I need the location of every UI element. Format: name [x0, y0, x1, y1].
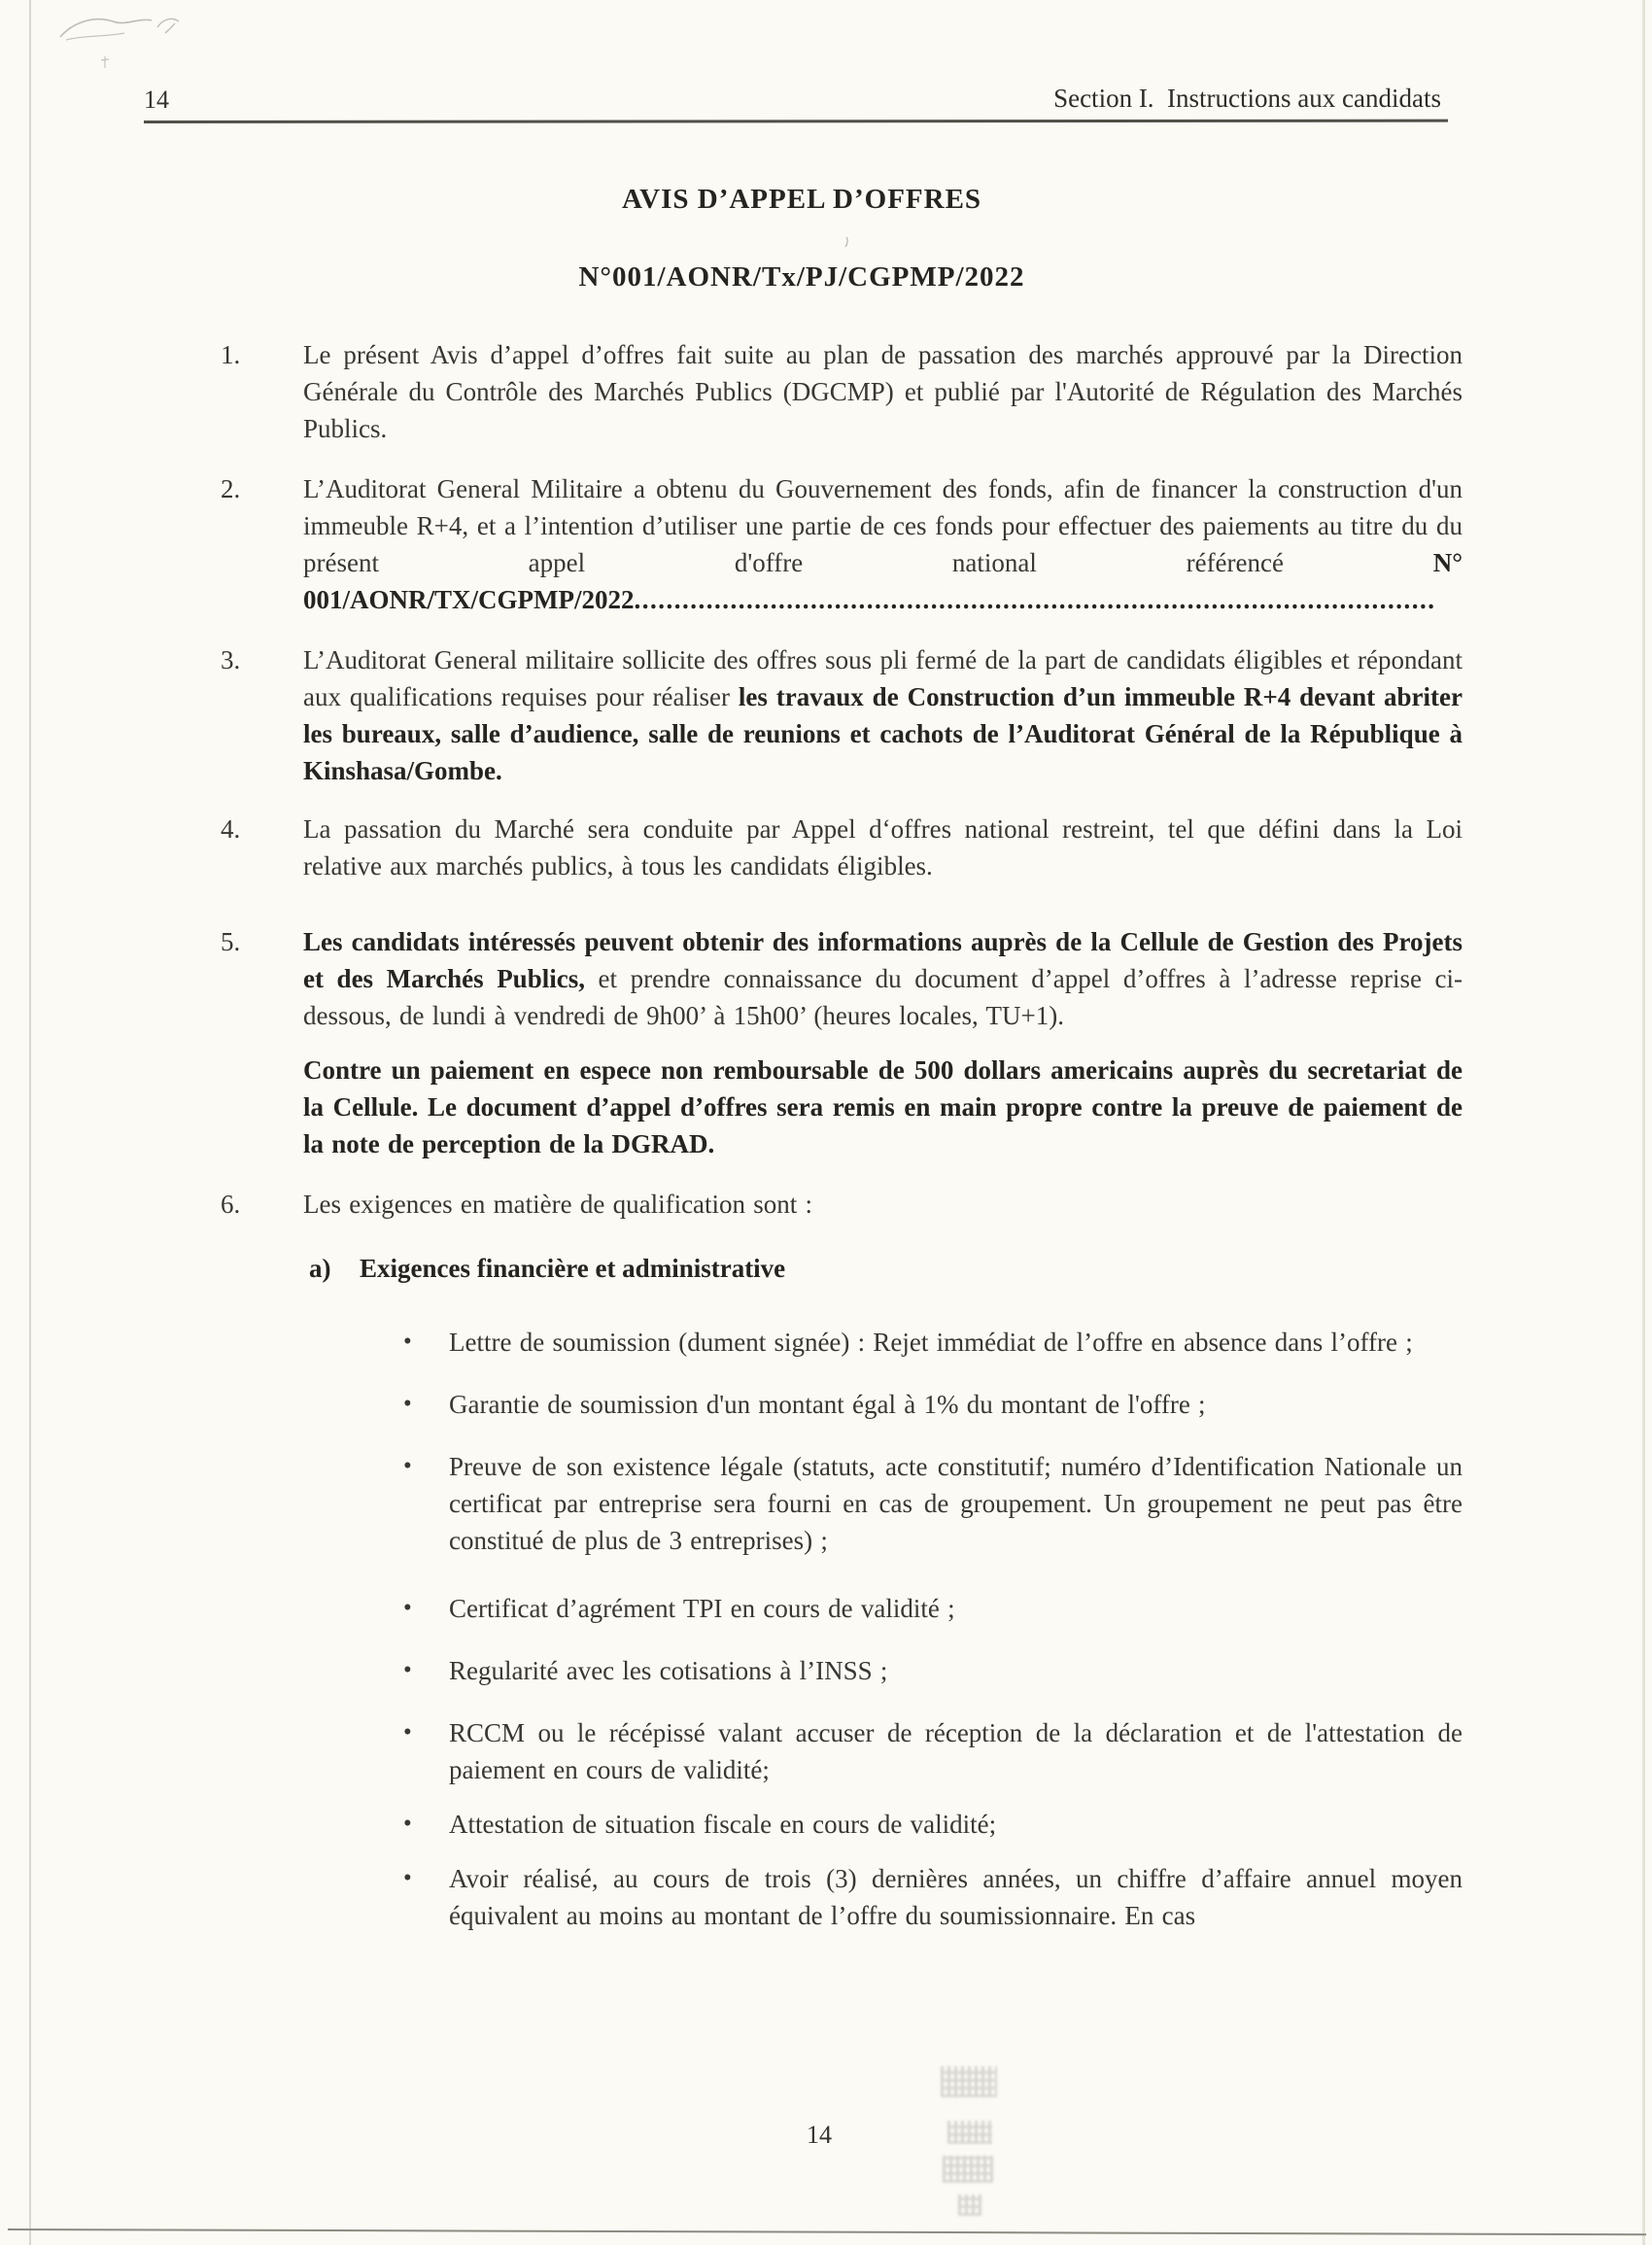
header-rule	[144, 120, 1448, 123]
paragraph-4-text: La passation du Marché sera conduite par Appel d‘offres national restreint, tel que défini dans la Loi relative aux marchés publics, à tous les candidats éligibles.	[303, 814, 1463, 881]
paragraph-5-text: et prendre connaissance du document d’appel d’offres à l’adresse reprise ci-dessous, de lundi à vendredi de 9h00’ à 15h00’ (heures locales, TU+1).	[303, 964, 1463, 1030]
ink-bleed-mark	[943, 2156, 993, 2183]
subheading-a	[309, 1250, 1463, 1287]
ink-bleed-mark	[958, 2194, 981, 2216]
paragraph-6-text: Les exigences en matière de qualification sont :	[303, 1190, 813, 1219]
list-item-text: RCCM ou le récépissé valant accuser de réception de la déclaration et de l'attestation de paiement en cours de validité;	[449, 1718, 1463, 1784]
paragraph-6	[221, 1186, 1463, 1223]
list-item-text: Regularité avec les cotisations à l’INSS ;	[449, 1656, 888, 1685]
paragraph-3-number: 3.	[221, 645, 241, 674]
paragraph-5-number: 5.	[221, 927, 241, 956]
paragraph-payment-text: Contre un paiement en espece non remboursable de 500 dollars americains auprès du secretariat de la Cellule. Le document d’appel d’offres sera remis en main propre contre la preuve de paiement de la note de perception de la DGRAD.	[303, 1055, 1463, 1158]
list-item-text: Garantie de soumission d'un montant égal à 1% du montant de l'offre ;	[449, 1390, 1206, 1419]
paragraph-payment	[303, 1052, 1463, 1162]
document-body	[0, 183, 1652, 1934]
bullet-icon: •	[403, 1329, 412, 1355]
paragraph-2-dotted-leader: ....................................................................................................	[634, 585, 1436, 614]
bullet-icon: •	[403, 1811, 412, 1837]
doc-subtitle: N°001/AONR/Tx/PJ/CGPMP/2022	[578, 261, 1025, 293]
list-item	[403, 1652, 1463, 1689]
list-item	[403, 1386, 1463, 1423]
list-item-text: Preuve de son existence légale (statuts, acte constitutif; numéro d’Identification Nationale un certificat par entreprise sera fourni en cas de groupement. Un groupement ne peut pas être constitué de plus de 3 entreprises) ;	[449, 1452, 1463, 1555]
footer-page-number: 14	[807, 2121, 832, 2149]
list-item	[403, 1860, 1463, 1934]
list-item-text: Lettre de soumission (dument signée) : Rejet immédiat de l’offre en absence dans l’offre ;	[449, 1328, 1413, 1357]
page-bottom-edge-line	[8, 2228, 1646, 2235]
list-item-text: Attestation de situation fiscale en cours de validité;	[449, 1810, 997, 1839]
bullet-icon: •	[403, 1865, 412, 1891]
list-item	[403, 1324, 1463, 1361]
paragraph-3	[221, 641, 1463, 789]
pen-mark	[97, 54, 113, 72]
requirements-list	[0, 1324, 1652, 1934]
paragraph-2-reference-bold: N° 001/AONR/TX/CGPMP/2022	[303, 548, 1463, 614]
ink-bleed-mark	[947, 2121, 992, 2144]
header-page-number: 14	[144, 86, 169, 114]
list-item-text: Certificat d’agrément TPI en cours de validité ;	[449, 1594, 955, 1623]
list-item-text: Avoir réalisé, au cours de trois (3) dernières années, un chiffre d’affaire annuel moyen équivalent au moins au montant de l’offre du soumissionnaire. En cas	[449, 1864, 1463, 1930]
list-item	[403, 1806, 1463, 1843]
paragraph-5-cellule-bold: Les candidats intéressés peuvent obtenir des informations auprès de la Cellule de Gestion des Projets et des Marchés Publics,	[303, 927, 1463, 993]
paragraph-4-number: 4.	[221, 814, 241, 844]
paragraph-2-text: L’Auditorat General Militaire a obtenu du Gouvernement des fonds, afin de financer la construction d'un immeuble R+4, et a l’intention d’utiliser une partie de ces fonds pour effectuer des paiements au titre du du présent appel d'offre national référencé	[303, 474, 1463, 577]
list-item	[403, 1590, 1463, 1627]
paragraph-5	[221, 923, 1463, 1034]
paragraph-6-number: 6.	[221, 1190, 241, 1219]
bullet-icon: •	[403, 1657, 412, 1683]
list-item	[403, 1448, 1463, 1559]
bullet-icon: •	[403, 1595, 412, 1621]
pen-scribble-small	[155, 12, 185, 37]
ink-bleed-mark	[941, 2066, 997, 2097]
paragraph-3-works-bold: les travaux de Construction d’un immeuble R+4 devant abriter les bureaux, salle d’audience, salle de reunions et cachots de l’Auditorat Général de la République à Kinshasa/Gombe.	[303, 682, 1463, 785]
paragraph-1-number: 1.	[221, 340, 241, 369]
bullet-icon: •	[403, 1719, 412, 1745]
bullet-icon: •	[403, 1391, 412, 1417]
subheading-a-marker: a)	[309, 1254, 331, 1283]
paragraph-2	[221, 470, 1463, 618]
subheading-a-text: Exigences financière et administrative	[360, 1254, 786, 1283]
paragraph-2-number: 2.	[221, 474, 241, 503]
header-section-title: Section I. Instructions aux candidats	[1053, 84, 1441, 113]
bullet-icon: •	[403, 1453, 412, 1479]
paragraph-1-text: Le présent Avis d’appel d’offres fait suite au plan de passation des marchés approuvé par la Direction Générale du Contrôle des Marchés Publics (DGCMP) et publié par l'Autorité de Régulation des Marchés Publics.	[303, 340, 1463, 443]
paragraph-1	[221, 336, 1463, 447]
doc-title: AVIS D’APPEL D’OFFRES	[621, 184, 982, 215]
list-item	[403, 1714, 1463, 1788]
paragraph-4	[221, 811, 1463, 884]
paragraph-3-text: L’Auditorat General militaire sollicite des offres sous pli fermé de la part de candidats éligibles et répondant aux qualifications requises pour réaliser	[303, 645, 1463, 711]
